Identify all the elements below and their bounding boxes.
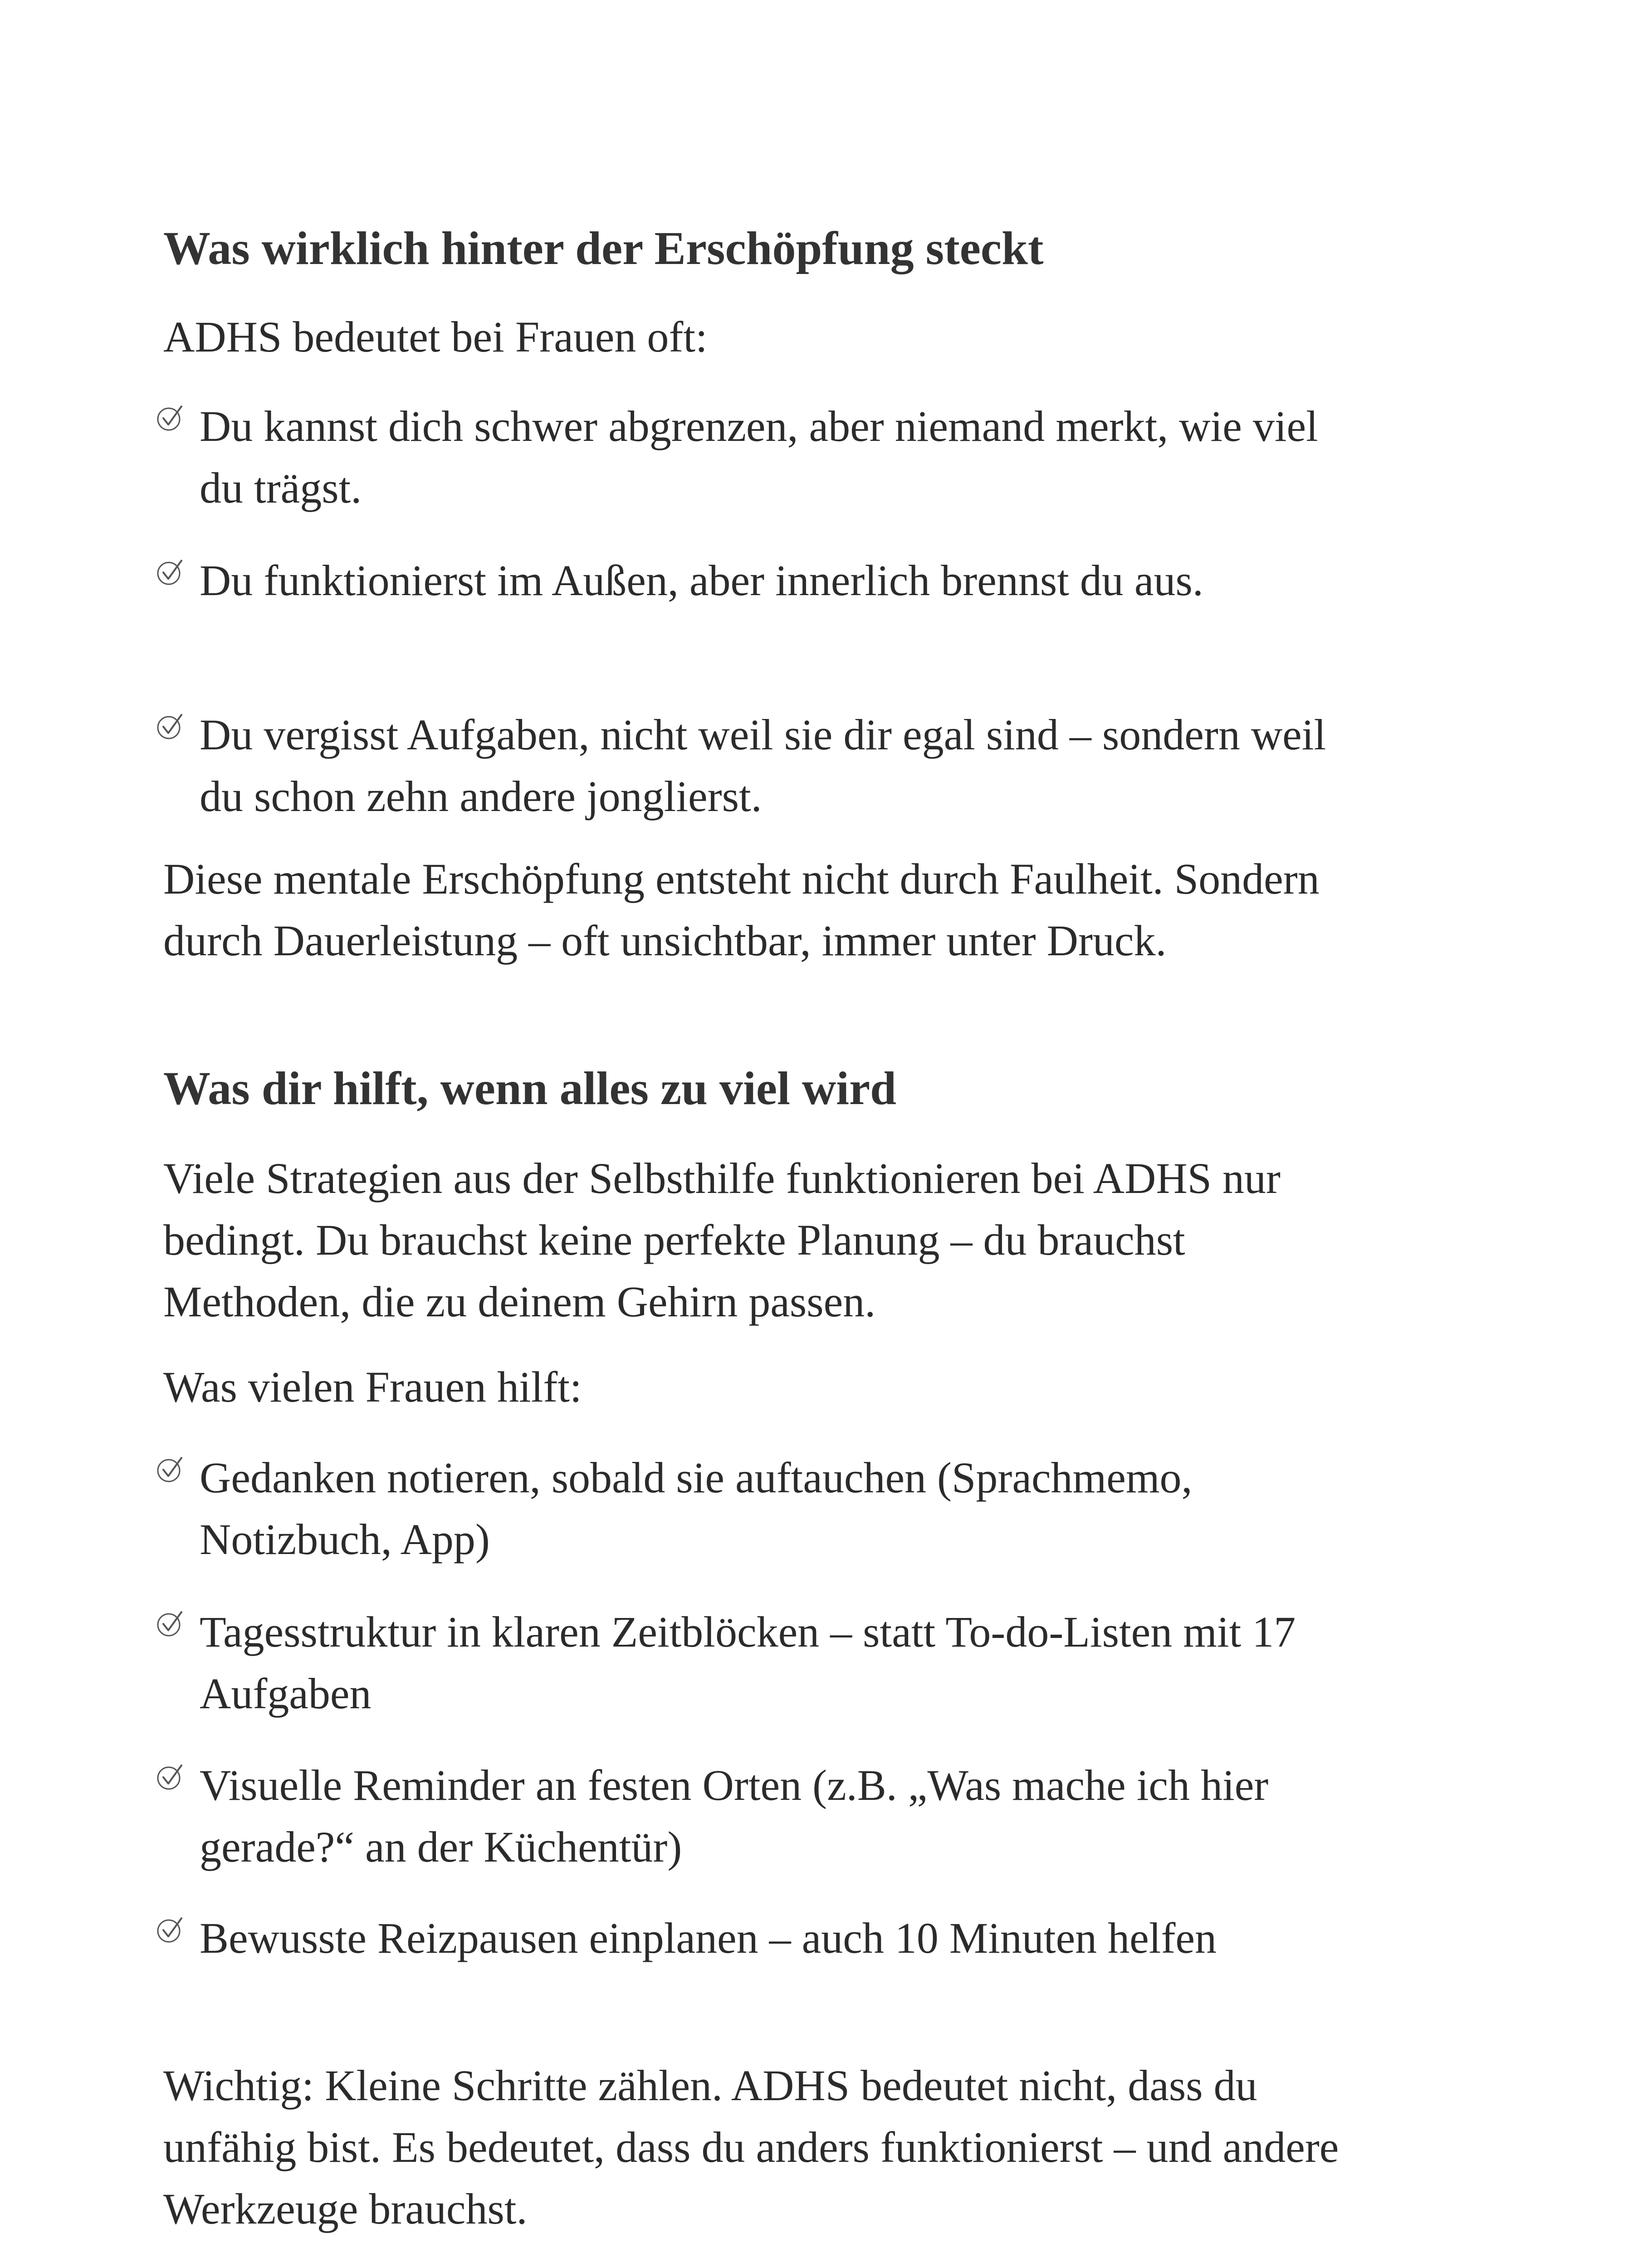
list-item-text: Gedanken notieren, sobald sie auftauchen (Sprachmemo, Notizbuch, App) [200, 1453, 1193, 1564]
list-item [200, 1601, 1361, 1725]
list-item [200, 1907, 1361, 1969]
list-item [200, 396, 1361, 519]
checkmark-circle-icon [156, 1455, 184, 1483]
section2-paragraph: Viele Strategien aus der Selbsthilfe funktionieren bei ADHS nur bedingt. Du brauchst keine perfekte Planung – du brauchst Methoden, die zu deinem Gehirn passen. [163, 1154, 1281, 1326]
checkmark-circle-icon [156, 1763, 184, 1791]
section-heading-exhaustion [163, 221, 1370, 276]
section2-conclusion: Wichtig: Kleine Schritte zählen. ADHS bedeutet nicht, dass du unfähig bist. Es bedeutet, dass du anders funktionierst – und andere Werkzeuge brauchst. [163, 2061, 1339, 2233]
list-item-text: Visuelle Reminder an festen Orten (z.B. „Was mache ich hier gerade?“ an der Küchentür) [200, 1761, 1269, 1871]
list-item [200, 1447, 1361, 1570]
checkmark-circle-icon [156, 1609, 184, 1637]
list-item-text: Du vergisst Aufgaben, nicht weil sie dir egal sind – sondern weil du schon zehn andere jonglierst. [200, 710, 1326, 821]
list-item-text: Bewusste Reizpausen einplanen – auch 10 Minuten helfen [200, 1914, 1217, 1962]
heading-text: Was wirklich hinter der Erschöpfung steckt [163, 222, 1044, 274]
section1-conclusion: Diese mentale Erschöpfung entsteht nicht durch Faulheit. Sondern durch Dauerleistung – oft unsichtbar, immer unter Druck. [163, 855, 1320, 965]
checkmark-circle-icon [156, 404, 184, 432]
section2-intro: Was vielen Frauen hilft: [163, 1363, 582, 1411]
list-item-text: Du funktionierst im Außen, aber innerlich brennst du aus. [200, 556, 1203, 605]
list-item [200, 704, 1361, 827]
checkmark-circle-icon [156, 712, 184, 740]
list-item-text: Tagesstruktur in klaren Zeitblöcken – statt To-do-Listen mit 17 Aufgaben [200, 1608, 1296, 1718]
heading-text: Was dir hilft, wenn alles zu viel wird [163, 1062, 896, 1114]
list-item-text: Du kannst dich schwer abgrenzen, aber niemand merkt, wie viel du trägst. [200, 402, 1318, 512]
checkmark-circle-icon [156, 558, 184, 586]
list-item [200, 550, 1361, 611]
section1-intro: ADHS bedeutet bei Frauen oft: [163, 313, 708, 361]
section-heading-help [163, 1061, 1370, 1116]
list-item [200, 1755, 1361, 1878]
checkmark-circle-icon [156, 1916, 184, 1944]
